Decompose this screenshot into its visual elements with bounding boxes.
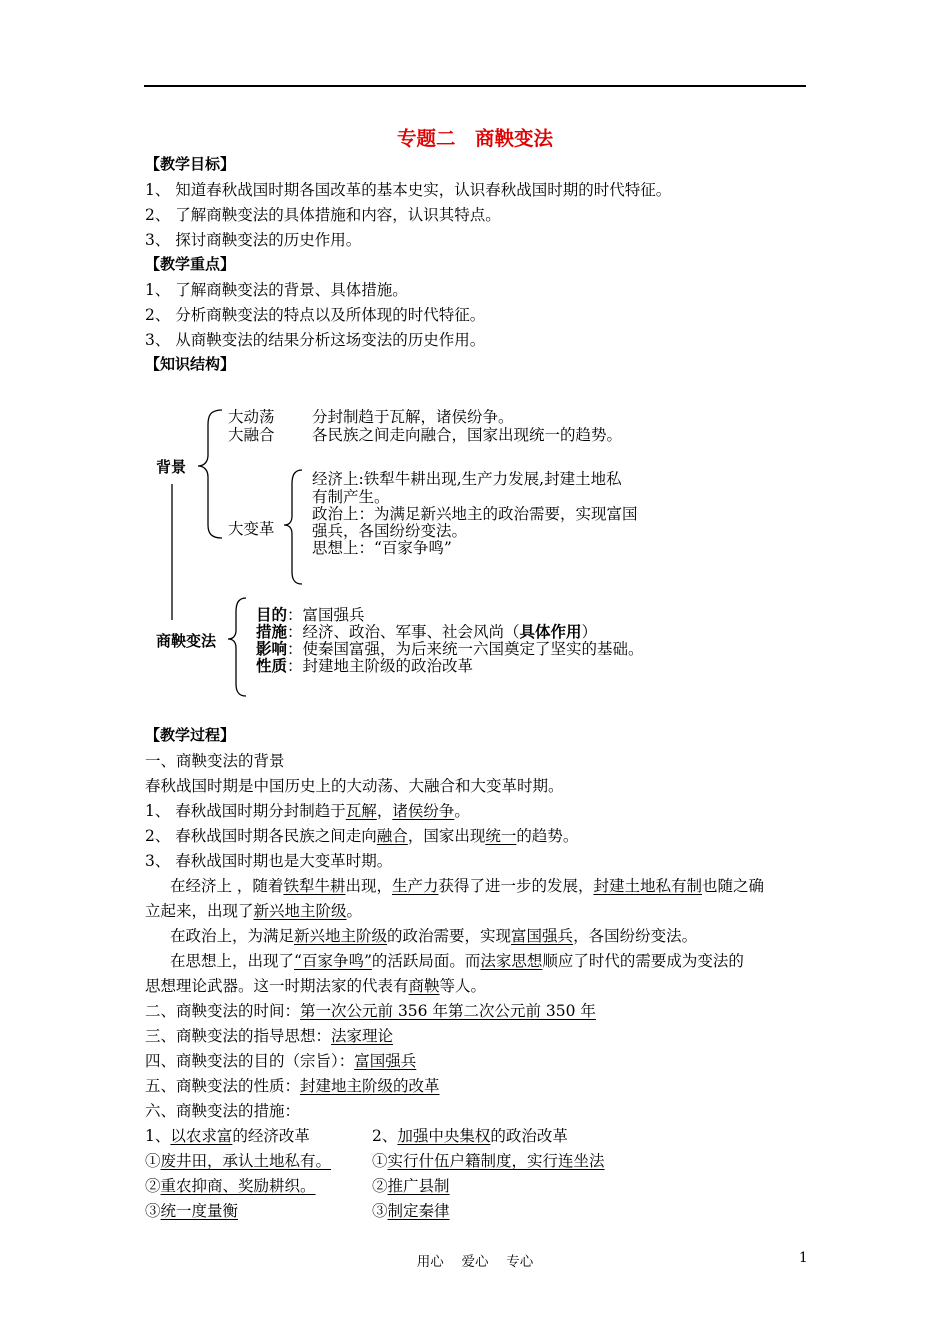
process-heading: 【教学过程】 bbox=[145, 726, 236, 744]
background-point bbox=[145, 799, 470, 821]
text: 的政治改革 bbox=[490, 1127, 568, 1145]
fusion-label: 大融合 bbox=[228, 426, 275, 444]
measures-key: 措施 bbox=[256, 623, 288, 641]
background-point bbox=[145, 824, 578, 846]
section-ideology bbox=[145, 1024, 393, 1046]
underlined-text: 瓦解 bbox=[345, 802, 377, 820]
measures-bold: 具体作用 bbox=[519, 623, 582, 641]
text: 在思想上，出现了 bbox=[170, 952, 295, 970]
page-number: 1 bbox=[799, 1250, 808, 1266]
underlined-text: 新兴地主阶级 bbox=[294, 927, 388, 945]
objective-item: 3、 探讨商鞅变法的历史作用。 bbox=[145, 231, 362, 249]
underlined-text: 统一 bbox=[485, 827, 517, 845]
underlined-text: 融合 bbox=[376, 827, 408, 845]
turmoil-label: 大动荡 bbox=[228, 408, 275, 426]
text: 五、商鞅变法的性质： bbox=[145, 1077, 301, 1095]
underlined-text: 法家理论 bbox=[331, 1027, 394, 1045]
text: ，国家出现 bbox=[407, 827, 486, 845]
key-point-item: 3、 从商鞅变法的结果分析这场变法的历史作用。 bbox=[145, 331, 486, 349]
text: 在政治上，为满足 bbox=[170, 927, 295, 945]
measures-political-heading bbox=[372, 1124, 568, 1146]
measure-item bbox=[145, 1149, 331, 1171]
thought-paragraph-cont bbox=[145, 974, 486, 996]
thought-paragraph bbox=[170, 949, 744, 971]
text: ② bbox=[372, 1177, 388, 1195]
section-purpose bbox=[145, 1049, 416, 1071]
measure-item bbox=[372, 1174, 450, 1196]
section-nature bbox=[145, 1074, 440, 1096]
nature-value: ：封建地主阶级的政治改革 bbox=[287, 657, 474, 675]
reform-brace bbox=[284, 470, 302, 584]
text: 的活跃局面。而 bbox=[371, 952, 481, 970]
underlined-text: 富国强兵 bbox=[511, 927, 574, 945]
background-label: 背景 bbox=[156, 458, 187, 476]
underlined-text: 新兴地主阶级 bbox=[253, 902, 347, 920]
background-point: 3、 春秋战国时期也是大变革时期。 bbox=[145, 852, 393, 870]
text: ③ bbox=[145, 1202, 161, 1220]
underlined-text: 重农抑商、奖励耕织。 bbox=[160, 1177, 316, 1195]
measures-economic-heading bbox=[145, 1124, 310, 1146]
politics-paragraph bbox=[170, 924, 697, 946]
key-point-item: 1、 了解商鞅变法的背景、具体措施。 bbox=[145, 281, 408, 299]
background-brace bbox=[198, 410, 222, 538]
measures-value: ：经济、政治、军事、社会风尚（ bbox=[287, 623, 520, 641]
text: 的趋势。 bbox=[516, 827, 579, 845]
measure-item bbox=[145, 1174, 316, 1196]
measure-item bbox=[372, 1149, 605, 1171]
underlined-text: 封建地主阶级的改革 bbox=[300, 1077, 440, 1095]
economy-line: 有制产生。 bbox=[312, 488, 390, 506]
footer-motto: 用心 爱心 专心 bbox=[416, 1254, 534, 1270]
underlined-text: 生产力 bbox=[391, 877, 439, 895]
underlined-text: 商鞅 bbox=[408, 977, 440, 995]
underlined-text: 废井田，承认土地私有。 bbox=[160, 1152, 332, 1170]
reform-label: 大变革 bbox=[228, 520, 275, 538]
measures-end: ） bbox=[581, 623, 598, 641]
text: ③ bbox=[372, 1202, 388, 1220]
thought-line: 思想上：“百家争鸣” bbox=[312, 539, 452, 557]
text: 。 bbox=[454, 802, 470, 820]
text: 立起来，出现了 bbox=[145, 902, 254, 920]
text: ① bbox=[145, 1152, 161, 1170]
economy-paragraph-cont bbox=[145, 899, 362, 921]
text: 等人。 bbox=[439, 977, 487, 995]
text: 1、 bbox=[145, 1127, 171, 1145]
impact-value: ：使秦国富强，为后来统一六国奠定了坚实的基础。 bbox=[287, 640, 644, 658]
turmoil-text: 分封制趋于瓦解，诸侯纷争。 bbox=[312, 408, 514, 426]
text: 2、 春秋战国时期各民族之间走向 bbox=[145, 827, 377, 845]
text: 思想理论武器。这一时期法家的代表有 bbox=[145, 977, 409, 995]
underlined-text: 法家思想 bbox=[480, 952, 543, 970]
text: 2、 bbox=[372, 1127, 398, 1145]
underlined-text: 统一度量衡 bbox=[160, 1202, 239, 1220]
underlined-text: 封建土地私有制 bbox=[593, 877, 703, 895]
measure-item bbox=[145, 1199, 238, 1221]
underlined-text: 诸侯纷争 bbox=[392, 802, 455, 820]
section-time bbox=[145, 999, 596, 1021]
nature-line bbox=[256, 654, 473, 676]
impact-key: 影响 bbox=[256, 640, 288, 658]
text: 二、商鞅变法的时间： bbox=[145, 1002, 301, 1020]
text: 的经济改革 bbox=[232, 1127, 310, 1145]
key-points-heading: 【教学重点】 bbox=[145, 255, 236, 273]
economy-line: 经济上:铁犁牛耕出现,生产力发展,封建土地私 bbox=[312, 470, 622, 488]
text: 。 bbox=[346, 902, 363, 920]
underlined-text: 加强中央集权 bbox=[397, 1127, 491, 1145]
section-intro: 春秋战国时期是中国历史上的大动荡、大融合和大变革时期。 bbox=[145, 777, 564, 795]
underlined-text: 制定秦律 bbox=[387, 1202, 450, 1220]
structure-heading: 【知识结构】 bbox=[145, 355, 236, 373]
section-title: 一、商鞅变法的背景 bbox=[145, 752, 285, 770]
nature-key: 性质 bbox=[256, 657, 288, 675]
underlined-text: 第一次公元前 356 年第二次公元前 350 年 bbox=[300, 1002, 596, 1020]
text: ① bbox=[372, 1152, 388, 1170]
measure-item bbox=[372, 1199, 450, 1221]
page-title: 专题二 商鞅变法 bbox=[396, 127, 553, 150]
shang-label: 商鞅变法 bbox=[156, 632, 217, 650]
text: 也随之确 bbox=[702, 877, 765, 895]
fusion-text: 各民族之间走向融合，国家出现统一的趋势。 bbox=[312, 426, 623, 444]
text: 的政治需要，实现 bbox=[387, 927, 512, 945]
underlined-text: 以农求富 bbox=[170, 1127, 233, 1145]
text: 四、商鞅变法的目的（宗旨）： bbox=[145, 1052, 355, 1070]
underlined-text: 实行什伍户籍制度，实行连坐法 bbox=[387, 1152, 605, 1170]
text: 三、商鞅变法的指导思想： bbox=[145, 1027, 332, 1045]
politics-line: 政治上：为满足新兴地主的政治需要，实现富国 bbox=[312, 505, 638, 523]
section-title: 六、商鞅变法的措施： bbox=[145, 1102, 301, 1120]
underlined-text: 推广县制 bbox=[387, 1177, 450, 1195]
key-point-item: 2、 分析商鞅变法的特点以及所体现的时代特征。 bbox=[145, 306, 486, 324]
text: ， bbox=[376, 802, 393, 820]
purpose-value: ：富国强兵 bbox=[287, 606, 365, 624]
purpose-key: 目的 bbox=[256, 606, 288, 624]
text: 顺应了时代的需要成为变法的 bbox=[542, 952, 744, 970]
objectives-heading: 【教学目标】 bbox=[145, 155, 236, 173]
politics-line: 强兵，各国纷纷变法。 bbox=[312, 522, 468, 540]
objective-item: 2、 了解商鞅变法的具体措施和内容，认识其特点。 bbox=[145, 206, 501, 224]
text: 1、 春秋战国时期分封制趋于 bbox=[145, 802, 346, 820]
underlined-text: 富国强兵 bbox=[354, 1052, 417, 1070]
text: 获得了进一步的发展， bbox=[438, 877, 594, 895]
economy-paragraph bbox=[170, 874, 764, 896]
shang-brace bbox=[228, 598, 246, 696]
text: 在经济上 ，随着 bbox=[170, 877, 284, 895]
text: ② bbox=[145, 1177, 161, 1195]
objective-item: 1、 知道春秋战国时期各国改革的基本史实，认识春秋战国时期的时代特征。 bbox=[145, 181, 672, 199]
text: ，各国纷纷变法。 bbox=[573, 927, 698, 945]
underlined-text: 铁犁牛耕 bbox=[283, 877, 346, 895]
text: 出现， bbox=[345, 877, 392, 895]
underlined-text: “百家争鸣” bbox=[294, 952, 372, 970]
